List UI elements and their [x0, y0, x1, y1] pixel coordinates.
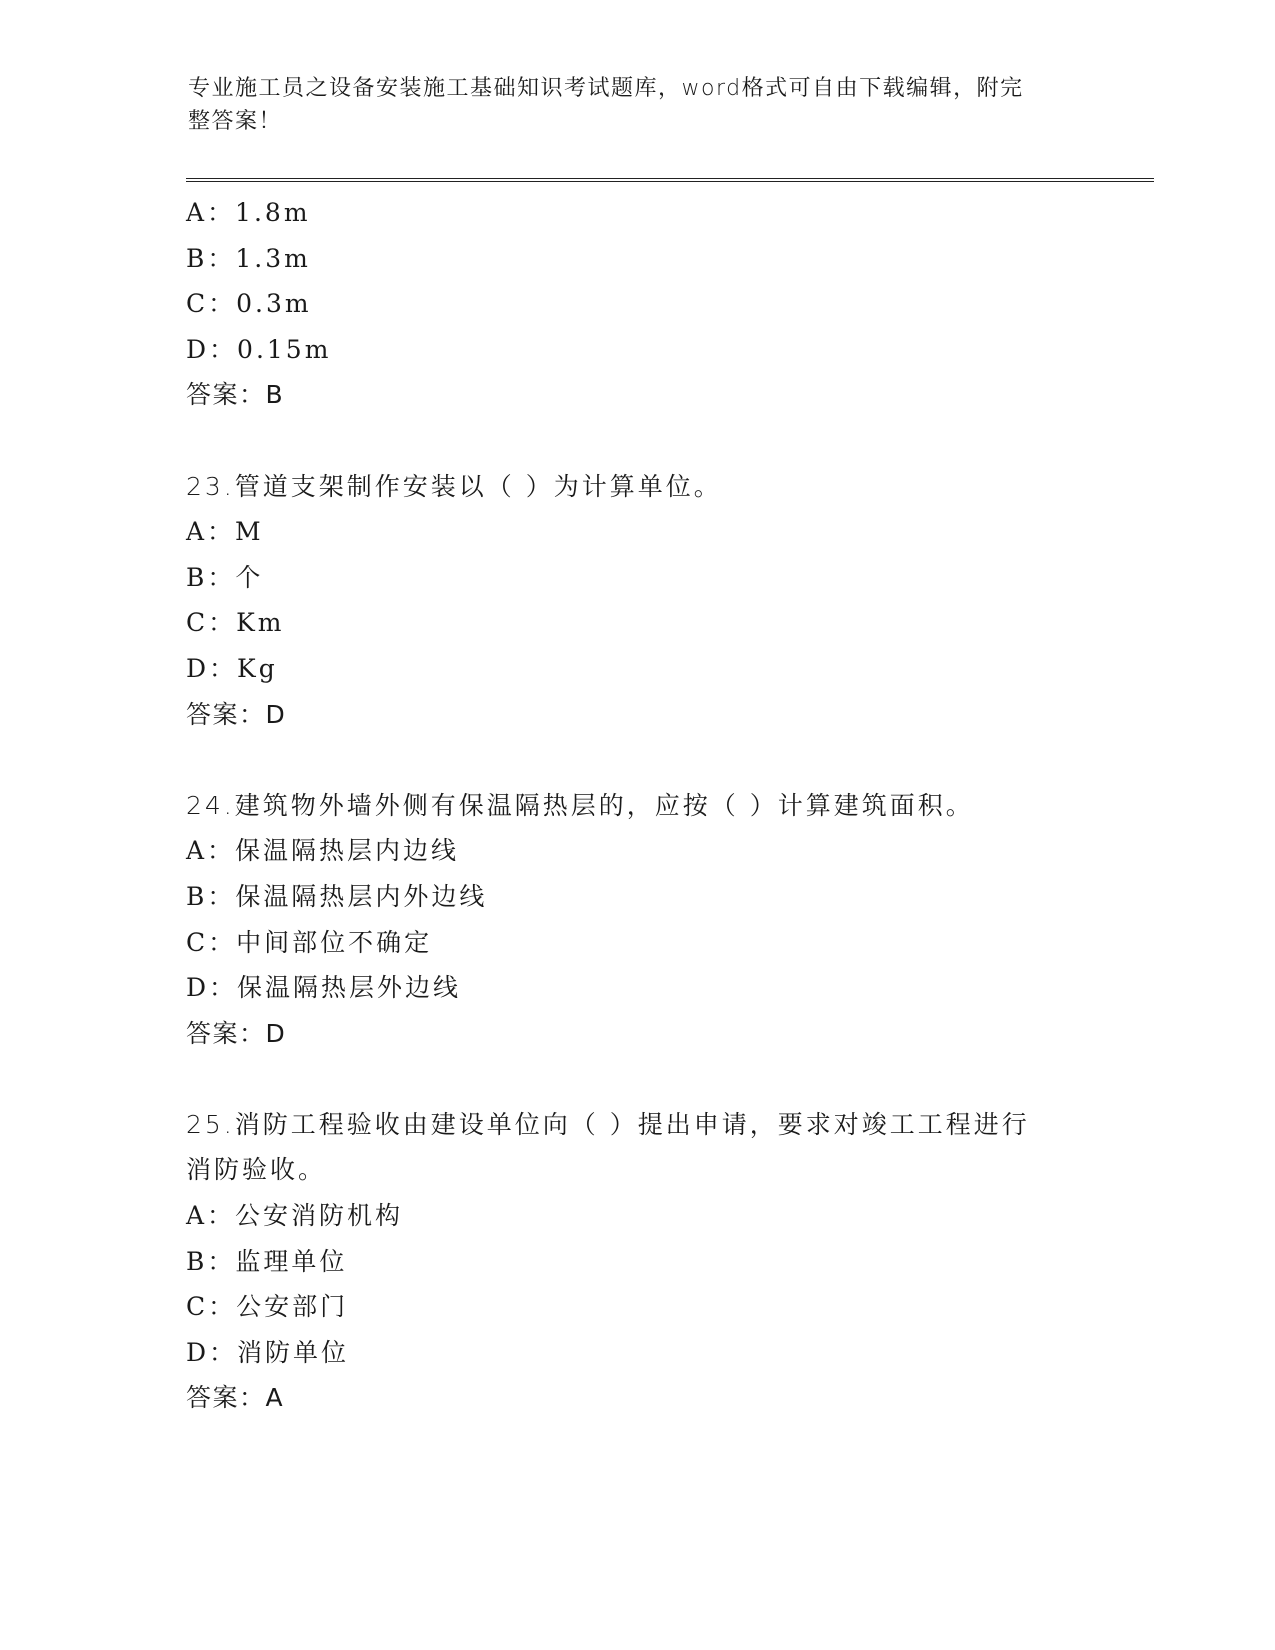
answer-line: 答案：D — [186, 1018, 287, 1048]
option-c: C：0.3m — [186, 289, 312, 319]
option-a: A：公安消防机构 — [186, 1201, 404, 1231]
answer-line: 答案：B — [186, 380, 285, 410]
answer-line: 答案：A — [186, 1383, 285, 1413]
answer-line: 答案：D — [186, 699, 287, 729]
option-c: C：公安部门 — [186, 1292, 349, 1322]
option-d: D：0.15m — [186, 334, 332, 364]
option-a: A：保温隔热层内边线 — [186, 836, 460, 866]
option-d: D：消防单位 — [186, 1337, 350, 1367]
question-text: 24.建筑物外墙外侧有保温隔热层的，应按（ ）计算建筑面积。 — [186, 790, 974, 820]
document-header — [188, 72, 1068, 138]
question-text-line-1: 25.消防工程验收由建设单位向（ ）提出申请，要求对竣工工程进行 — [186, 1109, 1030, 1139]
spacer — [186, 1056, 1086, 1102]
question-block-24 — [186, 783, 1086, 1057]
option-b: B：个 — [186, 562, 264, 592]
option-b: B：保温隔热层内外边线 — [186, 881, 488, 911]
question-block-25 — [186, 1102, 1086, 1421]
header-line-1: 专业施工员之设备安装施工基础知识考试题库，word格式可自由下载编辑，附完 — [188, 76, 1024, 101]
option-a: A：M — [186, 517, 264, 547]
header-line-2: 整答案！ — [188, 109, 283, 134]
question-text: 23.管道支架制作安装以（ ）为计算单位。 — [186, 471, 722, 501]
option-a: A：1.8m — [186, 198, 311, 227]
option-b: B：1.3m — [186, 243, 311, 273]
question-block-22 — [186, 190, 1086, 418]
spacer — [186, 418, 1086, 464]
option-c: C：中间部位不确定 — [186, 927, 433, 957]
option-c: C：Km — [186, 608, 285, 638]
option-d: D：保温隔热层外边线 — [186, 973, 462, 1003]
header-divider — [186, 178, 1154, 182]
spacer — [186, 737, 1086, 783]
question-block-23 — [186, 464, 1086, 738]
option-b: B：监理单位 — [186, 1246, 348, 1276]
question-list — [186, 190, 1086, 1421]
option-d: D：Kg — [186, 653, 278, 683]
question-text-line-2: 消防验收。 — [186, 1155, 327, 1185]
